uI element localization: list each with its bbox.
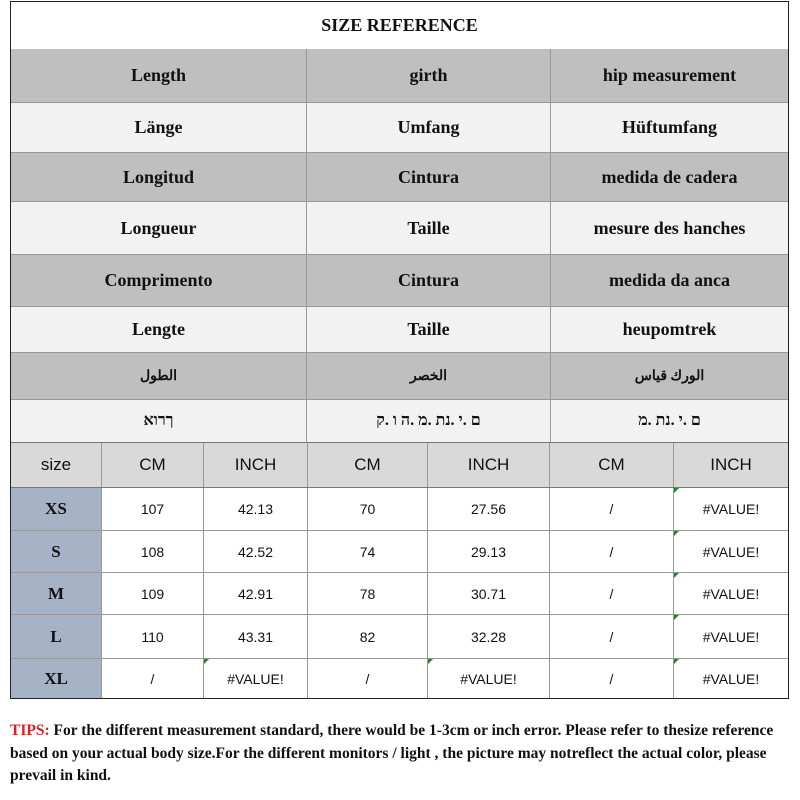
girth-inch-cell: #VALUE! [428, 659, 550, 698]
header-girth-cm: CM [308, 443, 428, 487]
size-cell: XL [11, 659, 102, 698]
length-label: Longueur [11, 202, 307, 254]
girth-inch-cell: 29.13 [428, 531, 550, 572]
hip-inch-cell: #VALUE! [674, 488, 788, 530]
girth-inch-cell: 30.71 [428, 573, 550, 614]
hip-label: medida de cadera [601, 166, 738, 187]
size-table-header [11, 442, 788, 488]
language-row-hebrew [11, 400, 788, 442]
error-marker [674, 573, 679, 578]
language-table [11, 49, 788, 442]
girth-label: girth [307, 49, 551, 102]
length-label: Länge [11, 103, 307, 152]
table-row [11, 531, 788, 573]
length-cm-cell: 109 [102, 573, 204, 614]
hip-label: heupomtrek [622, 319, 717, 339]
girth-label: Taille [307, 307, 551, 352]
length-cm-cell: 107 [102, 488, 204, 530]
language-row-english [11, 49, 788, 103]
length-label: Comprimento [11, 255, 307, 306]
header-hip-cm: CM [550, 443, 674, 487]
hip-cm-cell: / [550, 615, 674, 658]
girth-label: الخصر [307, 353, 551, 399]
hip-label: Hüftumfang [621, 117, 717, 137]
hip-cm-cell: / [550, 659, 674, 698]
error-marker [674, 488, 679, 493]
tips-text: For the different measurement standard, there would be 1-3cm or inch error. Please refer to thesize reference based on your actual body size.For the different monitors / light , the picture may notreflect the actual color, please prevail in kind. [10, 722, 774, 784]
girth-label: Umfang [307, 103, 551, 152]
length-inch-cell: 42.52 [204, 531, 308, 572]
length-cm-cell: 110 [102, 615, 204, 658]
language-row-german [11, 103, 788, 153]
size-reference-sheet [10, 1, 789, 699]
header-hip-inch: INCH [710, 455, 752, 474]
length-inch-cell: #VALUE! [204, 659, 308, 698]
girth-label: Cintura [307, 255, 551, 306]
hip-cm-cell: / [550, 573, 674, 614]
girth-cm-cell: 78 [308, 573, 428, 614]
hip-label: medida da anca [608, 270, 731, 290]
table-row [11, 615, 788, 659]
size-cell: M [11, 573, 102, 614]
length-label: Length [11, 49, 307, 102]
error-marker [674, 659, 679, 664]
hip-label: hip measurement [602, 65, 737, 85]
hip-label: ם .י .נת .מ [638, 412, 701, 429]
error-marker [428, 659, 433, 664]
girth-cm-cell: 74 [308, 531, 428, 572]
tips-label: TIPS: [10, 722, 50, 739]
header-size: size [11, 443, 102, 487]
language-row-portuguese [11, 255, 788, 307]
header-length-cm: CM [102, 443, 204, 487]
length-inch-cell: 42.13 [204, 488, 308, 530]
table-row [11, 659, 788, 698]
girth-cm-cell: / [308, 659, 428, 698]
language-row-spanish [11, 153, 788, 202]
hip-inch-cell: #VALUE! [674, 531, 788, 572]
hip-cm-cell: / [550, 531, 674, 572]
size-cell: S [11, 531, 102, 572]
error-marker [674, 615, 679, 620]
size-cell: XS [11, 488, 102, 530]
hip-inch-cell: #VALUE! [674, 659, 788, 698]
header-girth-inch: INCH [428, 443, 550, 487]
girth-cm-cell: 70 [308, 488, 428, 530]
girth-inch-cell: 32.28 [428, 615, 550, 658]
error-marker [204, 659, 209, 664]
language-row-dutch [11, 307, 788, 353]
table-row [11, 573, 788, 615]
girth-cm-cell: 82 [308, 615, 428, 658]
girth-label: ם .י .נת .מ .ה ו .ק [307, 400, 551, 442]
girth-label: Taille [307, 202, 551, 254]
page-title: SIZE REFERENCE [11, 2, 788, 50]
length-cm-cell: 108 [102, 531, 204, 572]
size-cell: L [11, 615, 102, 658]
length-inch-cell: 43.31 [204, 615, 308, 658]
hip-label: mesure des hanches [593, 217, 746, 238]
table-row [11, 488, 788, 531]
length-label: Lengte [11, 307, 307, 352]
size-table-body [11, 488, 788, 698]
hip-cm-cell: / [550, 488, 674, 530]
girth-inch-cell: 27.56 [428, 488, 550, 530]
language-row-arabic [11, 353, 788, 400]
hip-inch-cell: #VALUE! [674, 573, 788, 614]
length-cm-cell: / [102, 659, 204, 698]
length-inch-cell: 42.91 [204, 573, 308, 614]
girth-label: Cintura [307, 153, 551, 201]
tips-note [10, 720, 790, 788]
hip-inch-cell: #VALUE! [674, 615, 788, 658]
header-length-inch: INCH [204, 443, 308, 487]
length-label: Longitud [11, 153, 307, 201]
length-label: ךרוא [11, 400, 307, 442]
language-row-french [11, 202, 788, 255]
error-marker [674, 531, 679, 536]
hip-label: الورك قياس [634, 368, 705, 384]
length-label: الطول [11, 353, 307, 399]
